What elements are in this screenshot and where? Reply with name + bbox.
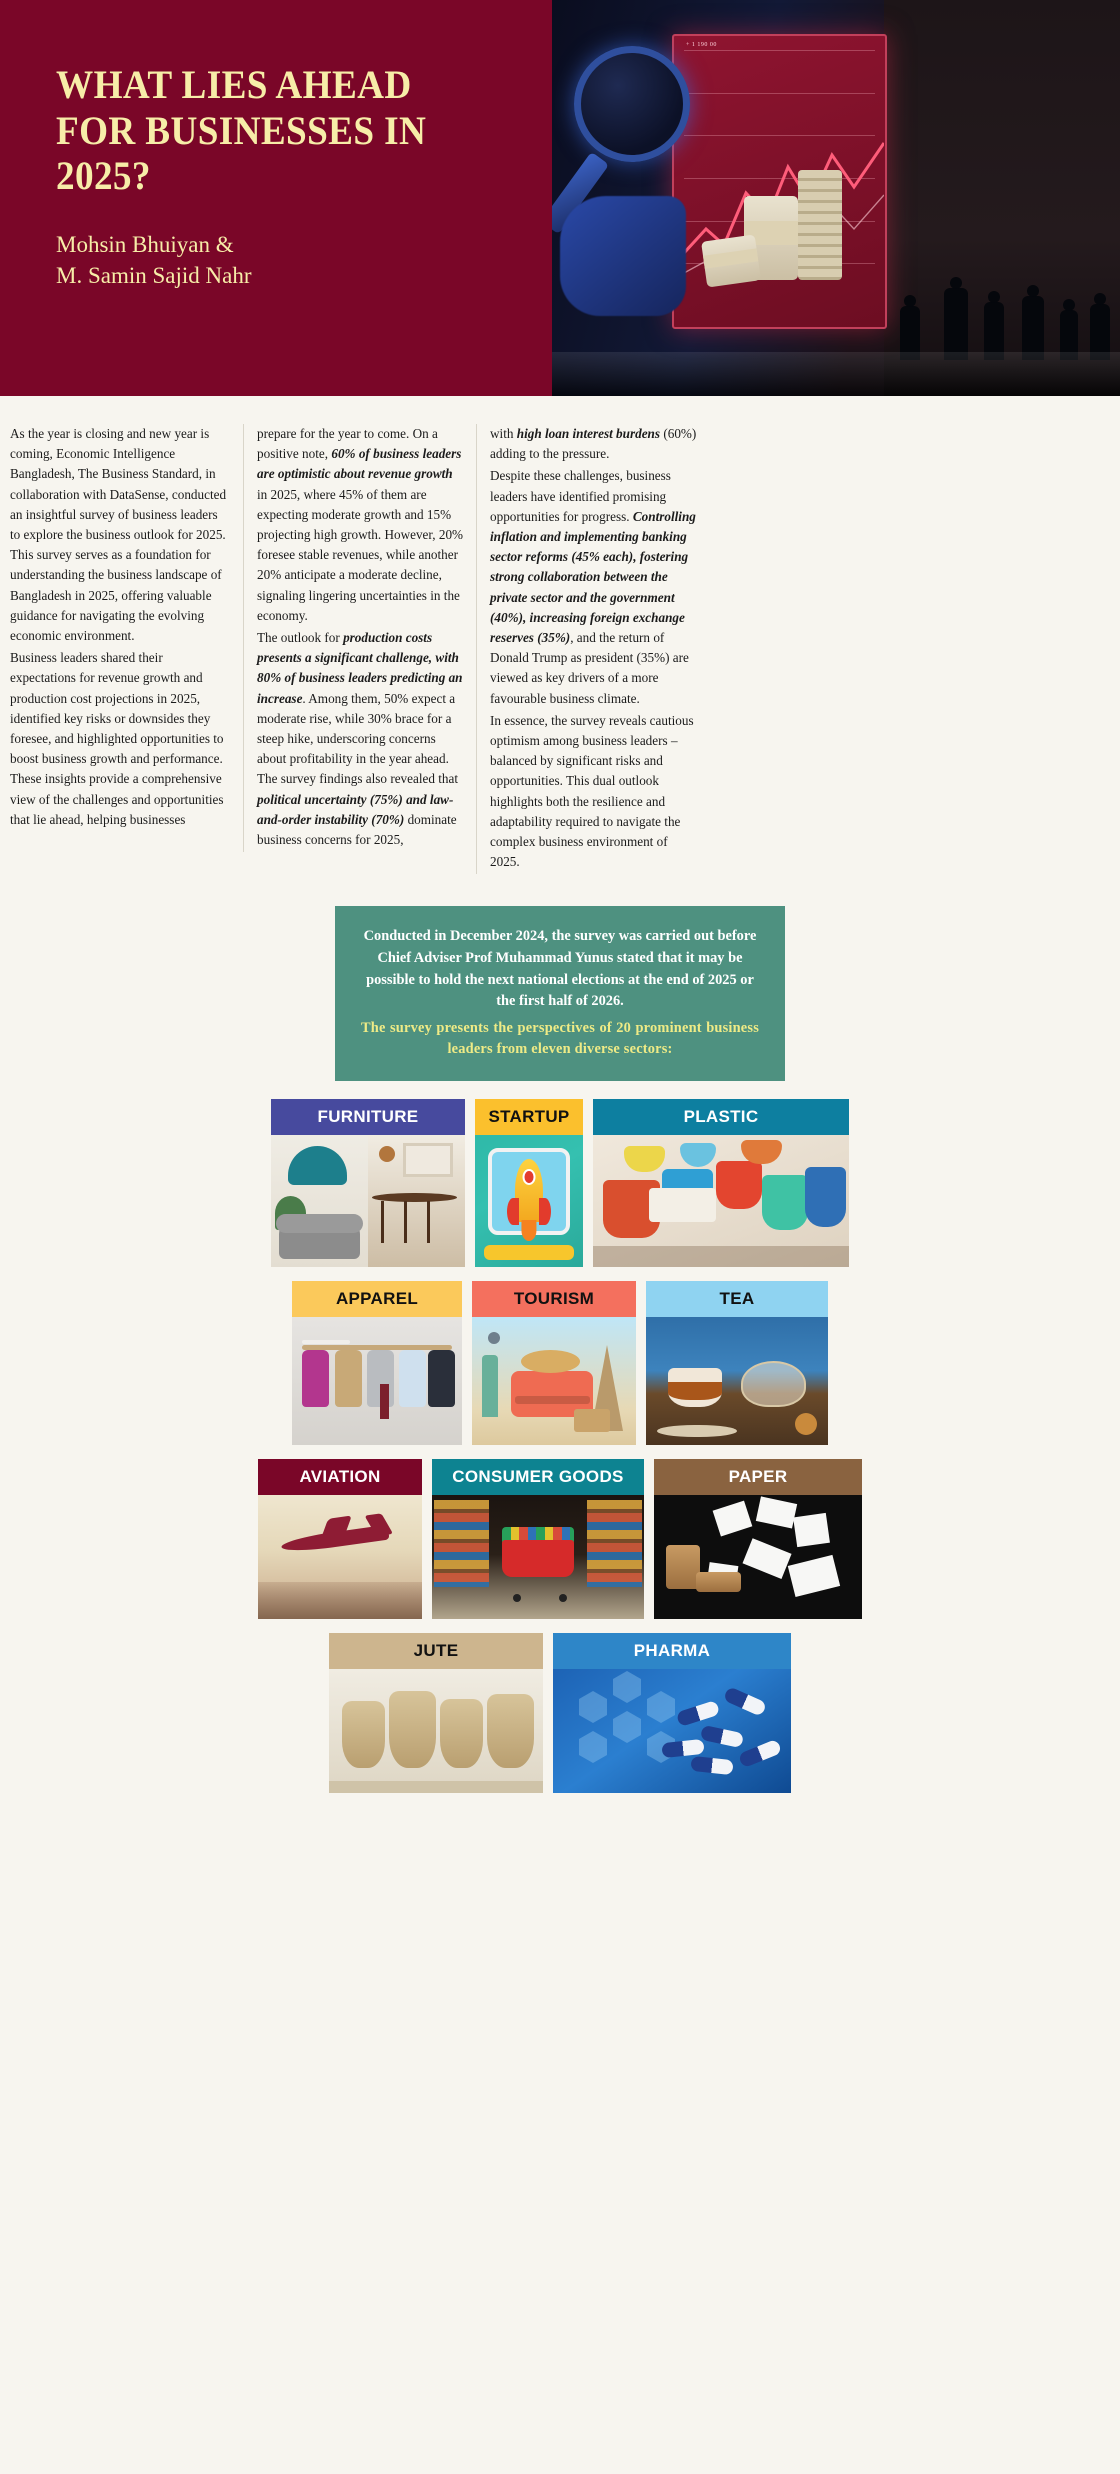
article-text: with [490, 426, 517, 441]
sector-card-label: PAPER [654, 1459, 862, 1495]
sector-card-image [329, 1669, 543, 1793]
sector-card-tea[interactable] [646, 1281, 828, 1445]
sector-card-image [593, 1135, 849, 1267]
pharma-illustration [553, 1669, 791, 1793]
article-paragraph: Business leaders shared their expectations for revenue growth and production cost projections in 2025, identified key risks or downsides they foresee, and highlighted opportunities to boost business growth and performance. These insights provide a comprehensive view of the challenges and opportunities that lie ahead, helping businesses [10, 650, 224, 827]
jute-illustration [329, 1669, 543, 1793]
paper-illustration [654, 1495, 862, 1619]
sector-card-image [553, 1669, 791, 1793]
tourism-illustration [472, 1317, 636, 1445]
chart-panel-caption: + 1 190 00 [686, 42, 717, 48]
money-bag-icon [701, 234, 761, 287]
article-text: (60%) adding to the pressure. [490, 426, 697, 462]
sector-row [0, 1633, 1120, 1793]
sector-card-tourism[interactable] [472, 1281, 636, 1445]
sector-card-label: STARTUP [475, 1099, 583, 1135]
article-paragraph [490, 711, 697, 873]
survey-callout-box [335, 906, 785, 1081]
article-text: , and the return of Donald Trump as president (35%) are viewed as key drivers of a more favourable business climate. [490, 630, 689, 706]
byline-author-1: Mohsin Bhuiyan & [56, 231, 234, 257]
article-paragraph [490, 466, 697, 708]
sector-row [0, 1459, 1120, 1619]
article-paragraph [257, 628, 464, 850]
businessperson-silhouette-icon [944, 288, 968, 360]
sector-card-image [292, 1317, 462, 1445]
businessperson-silhouette-icon [1022, 296, 1044, 360]
sector-card-jute[interactable] [329, 1633, 543, 1793]
sector-card-image [472, 1317, 636, 1445]
sector-card-label: PHARMA [553, 1633, 791, 1669]
sector-card-image [654, 1495, 862, 1619]
article-text: in 2025, where 45% of them are expecting moderate growth and 15% projecting high growth. However, 20% foresee stable revenues, while another 20% anticipate a moderate decline, signaling lingering uncertainties in the economy. [257, 486, 464, 623]
article-text: . Among them, 50% expect a moderate rise, while 30% brace for a steep hike, underscoring concerns about profitability in the year ahead. The survey findings also revealed that [257, 690, 459, 787]
sector-card-image [646, 1317, 828, 1445]
apparel-illustration [292, 1317, 462, 1445]
startup-illustration [475, 1135, 583, 1267]
aviation-illustration [258, 1495, 422, 1619]
page-title-line-3: 2025? [56, 153, 151, 199]
sector-card-label: AVIATION [258, 1459, 422, 1495]
article-column-3 [476, 424, 709, 874]
sector-card-pharma[interactable] [553, 1633, 791, 1793]
sector-card-startup[interactable] [475, 1099, 583, 1267]
sector-card-consumer-goods[interactable] [432, 1459, 644, 1619]
callout-highlight-text: The survey presents the perspectives of 20 prominent business leaders from eleven diverse sectors: [361, 1019, 759, 1058]
article-emphasis: production costs presents a significant challenge, with 80% of business leaders predicting an increase [257, 630, 463, 706]
callout-main-text: Conducted in December 2024, the survey was carried out before Chief Adviser Prof Muhammad Yunus stated that it may be possible to hold the next national elections at the end of 2025 or the first half of 2026. [363, 928, 757, 1010]
article-emphasis: 60% of business leaders are optimistic about revenue growth [257, 446, 462, 482]
page-title-line-2: FOR BUSINESSES IN [56, 107, 427, 153]
byline-author-2: M. Samin Sajid Nahr [56, 262, 252, 288]
article-body [0, 396, 1120, 874]
sector-card-image [475, 1135, 583, 1267]
article-paragraph [490, 424, 697, 464]
article-text: prepare for the year to come. On a positive note, [257, 426, 438, 462]
sector-card-furniture[interactable] [271, 1099, 465, 1267]
article-paragraph: As the year is closing and new year is coming, Economic Intelligence Bangladesh, The Business Standard, in collaboration with DataSense, conducted an insightful survey of business leaders to explore the business outlook for 2025. This survey serves as a foundation for understanding the business landscape of Bangladesh in 2025, offering valuable guidance for navigating the evolving economic environment. [10, 426, 227, 644]
article-text: The outlook for [257, 630, 344, 646]
sector-card-plastic[interactable] [593, 1099, 849, 1267]
hand-icon [560, 196, 686, 316]
page-title-line-1: WHAT LIES AHEAD [56, 62, 412, 107]
article-paragraph [257, 424, 464, 626]
magnifying-glass-icon [574, 46, 690, 162]
sector-card-label: TOURISM [472, 1281, 636, 1317]
article-emphasis: Controlling inflation and implementing banking sector reforms (45% each), fostering strong collaboration between the private sector and the government (40%), increasing foreign exchange reserves (35%) [490, 508, 696, 646]
sector-card-apparel[interactable] [292, 1281, 462, 1445]
sector-card-image [432, 1495, 644, 1619]
article-column-2 [243, 424, 476, 852]
sector-row [0, 1281, 1120, 1445]
sector-card-label: PLASTIC [593, 1099, 849, 1135]
sector-card-aviation[interactable] [258, 1459, 422, 1619]
plastic-illustration [593, 1135, 849, 1267]
page-title [56, 62, 480, 199]
coin-stack-icon [798, 170, 842, 280]
sector-card-label: APPAREL [292, 1281, 462, 1317]
sector-card-grid [0, 1099, 1120, 1793]
tea-illustration [646, 1317, 828, 1445]
sector-card-label: CONSUMER GOODS [432, 1459, 644, 1495]
hero-banner [0, 0, 1120, 396]
sector-card-image [258, 1495, 422, 1619]
sector-card-image [271, 1135, 465, 1267]
sector-card-label: TEA [646, 1281, 828, 1317]
article-column-1 [10, 424, 243, 832]
hero-text-panel [0, 0, 552, 396]
article-text: Despite these challenges, business leaders have identified promising opportunities for progress. [490, 468, 671, 524]
furniture-illustration [271, 1135, 465, 1267]
hero-illustration [552, 0, 1120, 396]
sector-card-label: FURNITURE [271, 1099, 465, 1135]
byline [56, 229, 512, 291]
article-emphasis: political uncertainty (75%) and law-and-order instability (70%) [257, 791, 454, 827]
sector-card-paper[interactable] [654, 1459, 862, 1619]
consumer-illustration [432, 1495, 644, 1619]
sector-card-label: JUTE [329, 1633, 543, 1669]
stock-chart-panel-icon [672, 34, 887, 329]
article-text: In essence, the survey reveals cautious optimism among business leaders – balanced by significant risks and opportunities. This dual outlook highlights both the resilience and adaptability required to navigate the complex business environment of 2025. [490, 712, 694, 870]
article-emphasis: high loan interest burdens [516, 426, 661, 441]
stage-floor [552, 352, 1120, 396]
sector-row [0, 1099, 1120, 1267]
article-text: dominate business concerns for 2025, [257, 811, 457, 848]
